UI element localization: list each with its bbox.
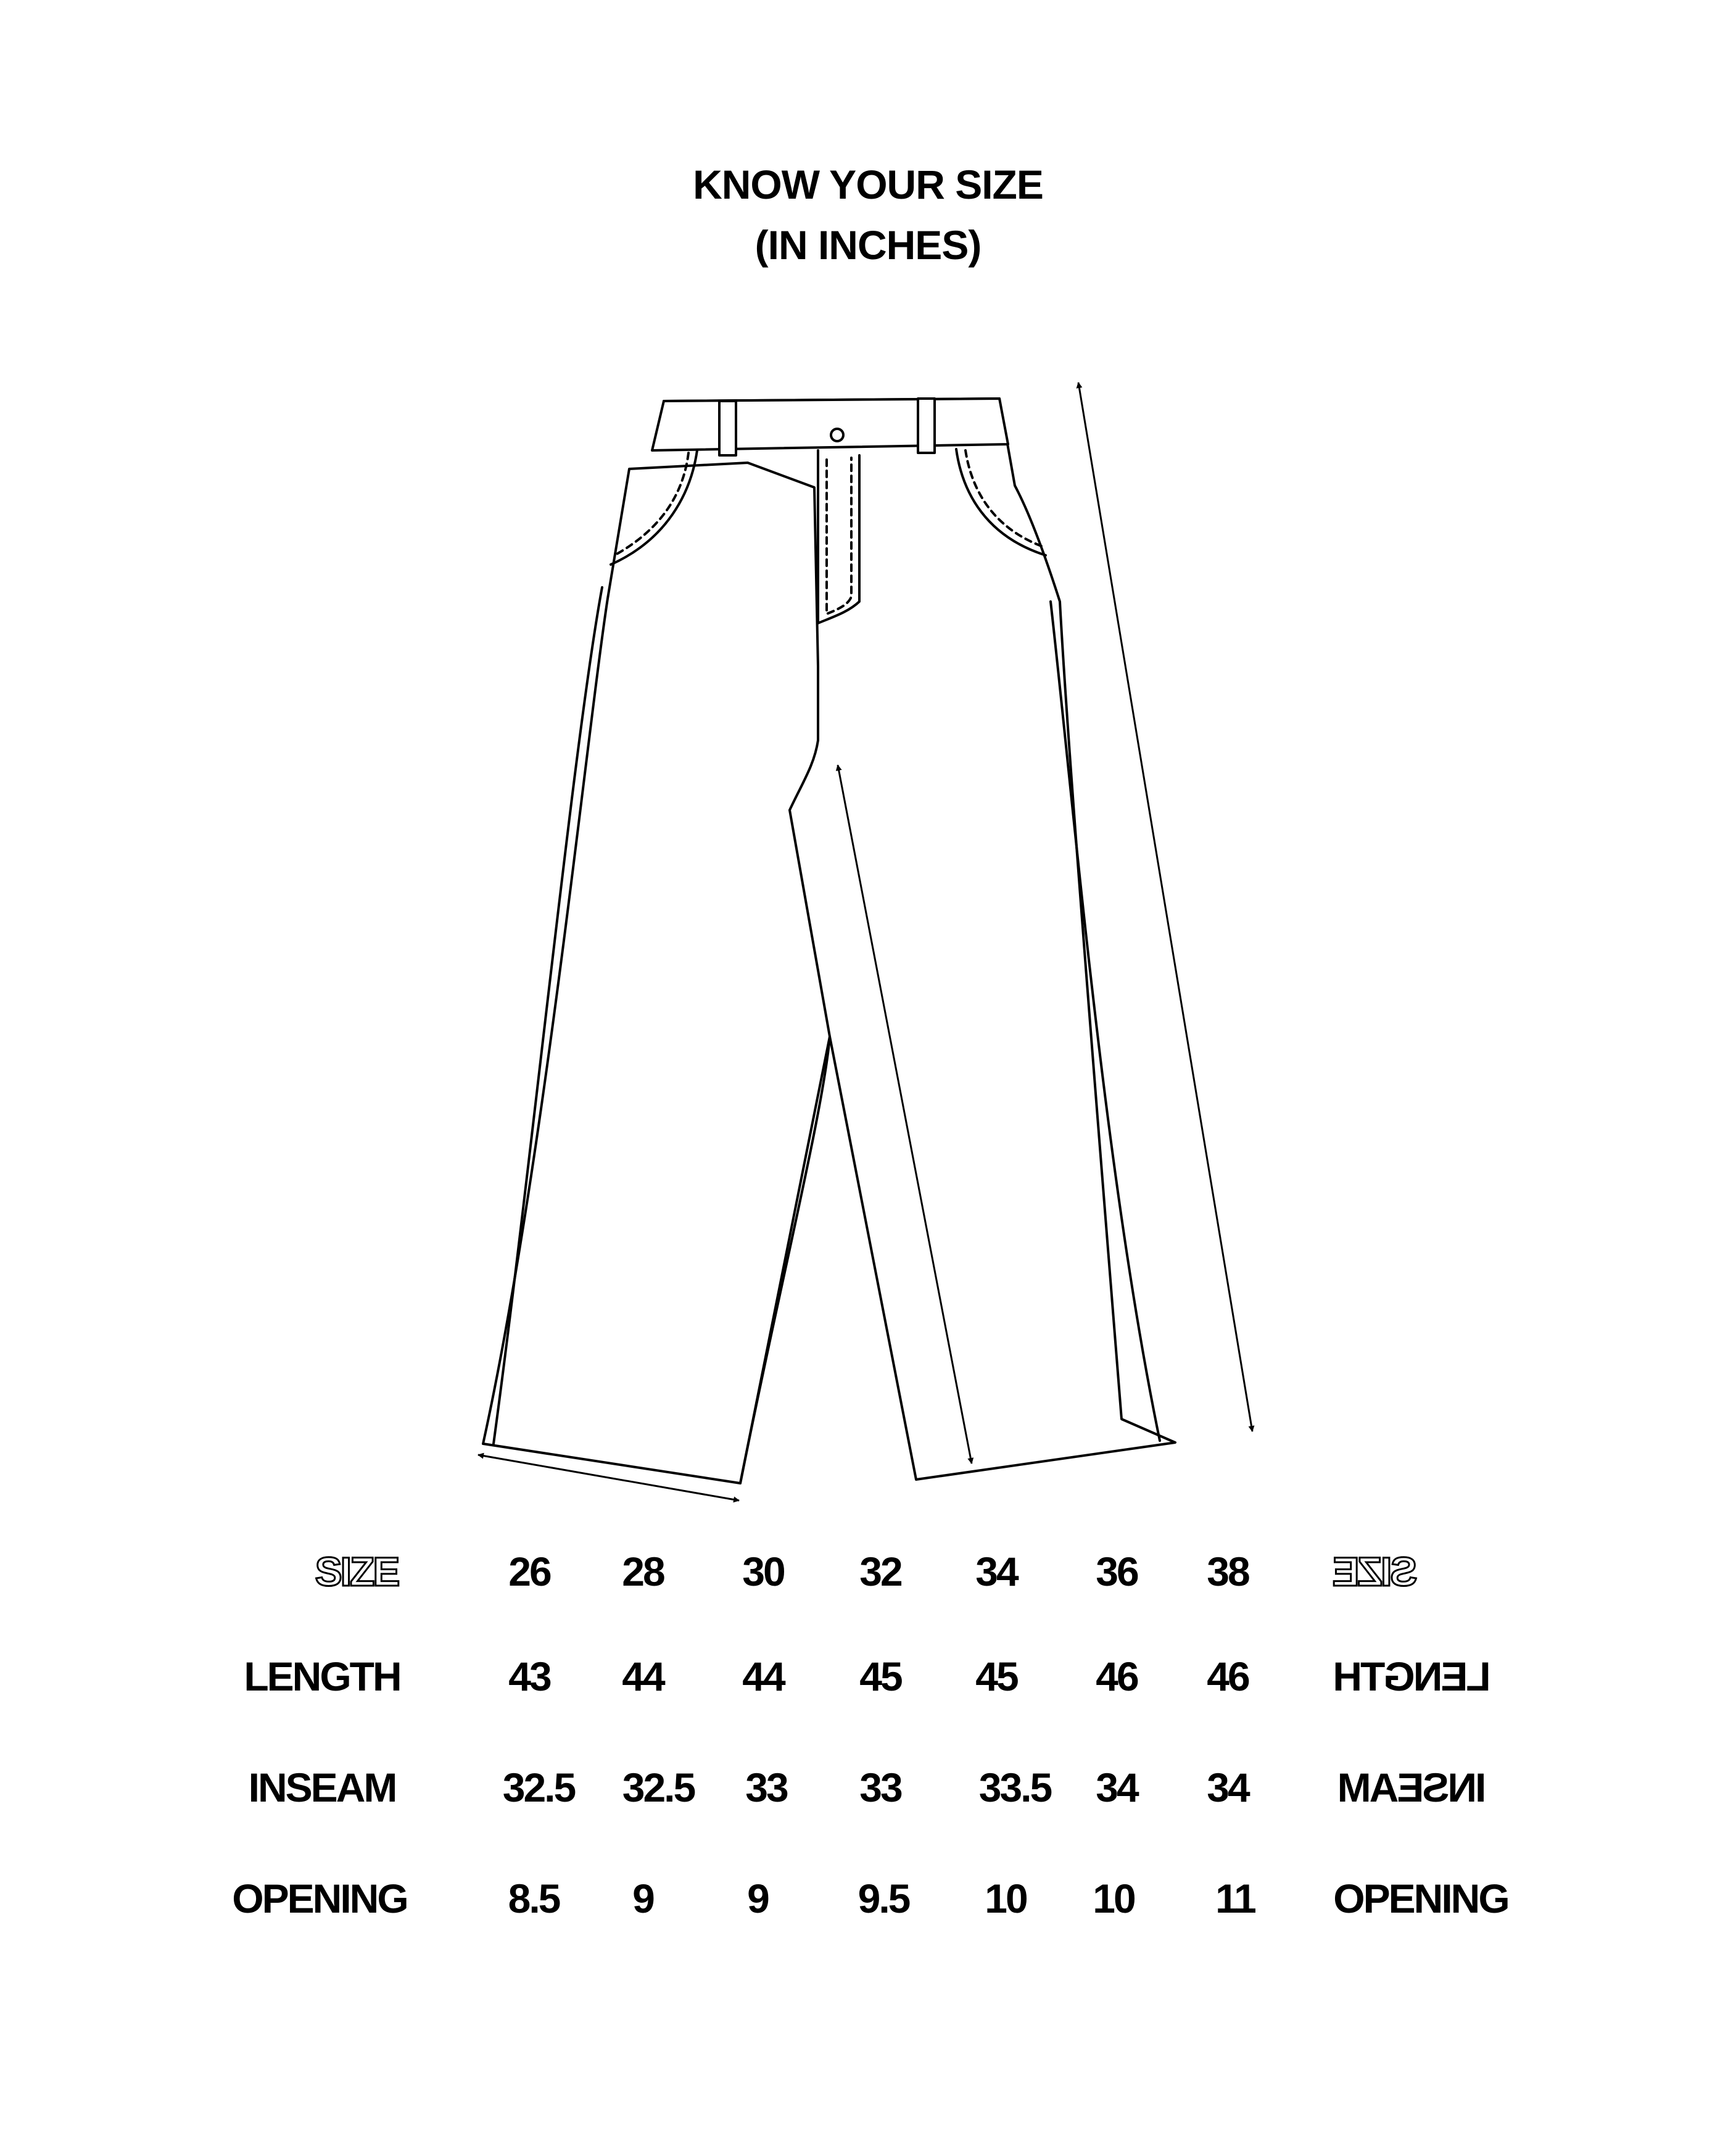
- length-value: 45: [859, 1654, 901, 1699]
- length-value: 43: [508, 1654, 550, 1699]
- size-value: 28: [622, 1549, 664, 1594]
- row-label-length: LENGTH: [244, 1654, 400, 1699]
- row-label-length-mirrored: LENGTH: [1334, 1654, 1491, 1699]
- row-label-opening-right: OPENING: [1333, 1876, 1508, 1921]
- inseam-value: 33.5: [978, 1765, 1051, 1810]
- opening-value: 9: [747, 1876, 768, 1921]
- opening-value: 10: [985, 1876, 1027, 1921]
- size-value: 32: [859, 1549, 901, 1594]
- length-value: 46: [1207, 1654, 1249, 1699]
- length-value: 45: [975, 1654, 1017, 1699]
- inseam-value: 32.5: [622, 1765, 695, 1810]
- row-label-size: SIZE: [315, 1549, 399, 1594]
- inseam-value: 34: [1207, 1765, 1249, 1810]
- opening-value: 11: [1215, 1876, 1255, 1921]
- opening-value: 8.5: [508, 1876, 560, 1921]
- inseam-value: 33: [859, 1765, 901, 1810]
- row-label-inseam: INSEAM: [248, 1765, 396, 1810]
- opening-value: 10: [1093, 1876, 1135, 1921]
- row-label-inseam-mirrored: INSEAM: [1339, 1765, 1487, 1810]
- inseam-value: 33: [745, 1765, 787, 1810]
- size-value: 26: [508, 1549, 550, 1594]
- title-line-1: KNOW YOUR SIZE: [693, 162, 1043, 207]
- inseam-value: 32.5: [502, 1765, 575, 1810]
- size-value: 30: [742, 1549, 784, 1594]
- opening-value: 9.5: [858, 1876, 909, 1921]
- opening-value: 9: [632, 1876, 653, 1921]
- size-value: 34: [975, 1549, 1017, 1594]
- length-value: 46: [1096, 1654, 1138, 1699]
- trousers-outline: [483, 399, 1175, 1483]
- row-label-opening: OPENING: [232, 1876, 407, 1921]
- length-value: 44: [622, 1654, 664, 1699]
- length-value: 44: [742, 1654, 784, 1699]
- inseam-value: 34: [1096, 1765, 1138, 1810]
- title-line-2: (IN INCHES): [754, 222, 982, 268]
- size-value: 36: [1096, 1549, 1138, 1594]
- size-value: 38: [1207, 1549, 1249, 1594]
- row-label-size-mirrored: SIZE: [1334, 1549, 1418, 1594]
